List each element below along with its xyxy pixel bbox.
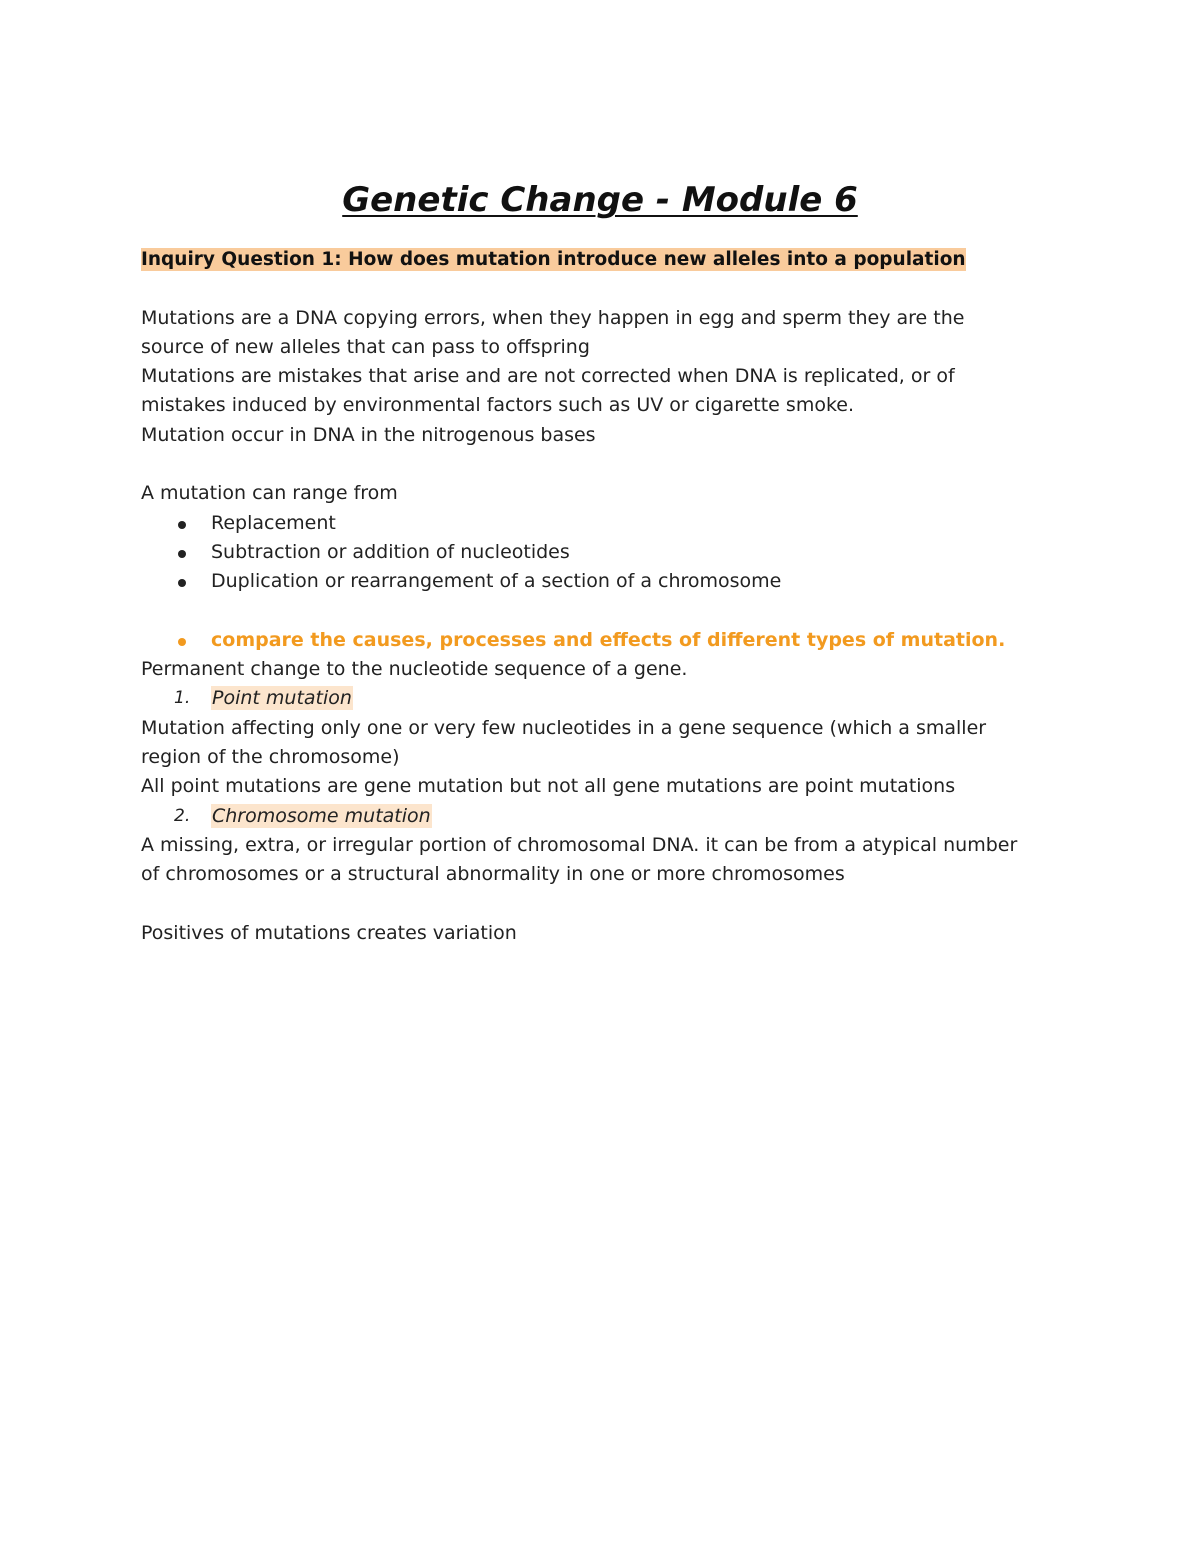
bullet-item [141,538,1061,567]
paragraph-line: Mutation occur in DNA in the nitrogenous bases [141,423,596,446]
paragraph-line: A missing, extra, or irregular portion of chromosomal DNA. it can be from a atypical number [141,833,1018,856]
list-number: 1. [174,688,191,709]
spacer [141,890,1061,919]
paragraph-line: mistakes induced by environmental factors such as UV or cigarette smoke. [141,394,855,417]
range-intro: A mutation can range from [141,482,398,505]
inquiry-question-line [141,245,1061,274]
bullet-text: Replacement [211,511,336,534]
bullet-dot-icon [178,521,186,529]
paragraph-line: source of new alleles that can pass to offspring [141,335,590,358]
bullet-item [141,509,1061,538]
numbered-heading-point-mutation [141,684,1061,713]
positives-line: Positives of mutations creates variation [141,921,517,944]
bullet-text: Subtraction or addition of nucleotides [211,540,570,563]
list-number: 2. [174,805,191,826]
document-title: Genetic Change - Module 6 [342,180,858,220]
numbered-heading-chromosome-mutation [141,802,1061,831]
document-body [141,245,1061,948]
chromosome-mutation-label: Chromosome mutation [212,804,431,827]
spacer [141,274,1061,303]
dot-point-item [141,626,1061,655]
bullet-dot-icon [178,638,186,646]
spacer [141,450,1061,479]
dot-point-text: compare the causes, processes and effects of different types of mutation. [211,628,1006,651]
bullet-text: Duplication or rearrangement of a section of a chromosome [211,570,782,593]
paragraph-line: Mutation affecting only one or very few nucleotides in a gene sequence (which a smaller [141,716,987,739]
paragraph-line: All point mutations are gene mutation but not all gene mutations are point mutations [141,775,956,798]
permanent-change-line: Permanent change to the nucleotide sequence of a gene. [141,658,688,681]
paragraph-line: Mutations are mistakes that arise and are not corrected when DNA is replicated, or of [141,365,955,388]
paragraph-line: region of the chromosome) [141,746,400,769]
spacer [141,597,1061,626]
paragraph-line: Mutations are a DNA copying errors, when they happen in egg and sperm they are the [141,306,965,329]
inquiry-question: Inquiry Question 1: How does mutation introduce new alleles into a population [141,249,966,270]
paragraph-line: of chromosomes or a structural abnormality in one or more chromosomes [141,863,845,886]
point-mutation-label: Point mutation [212,687,352,710]
bullet-dot-icon [178,579,186,587]
bullet-dot-icon [178,550,186,558]
bullet-item [141,567,1061,596]
